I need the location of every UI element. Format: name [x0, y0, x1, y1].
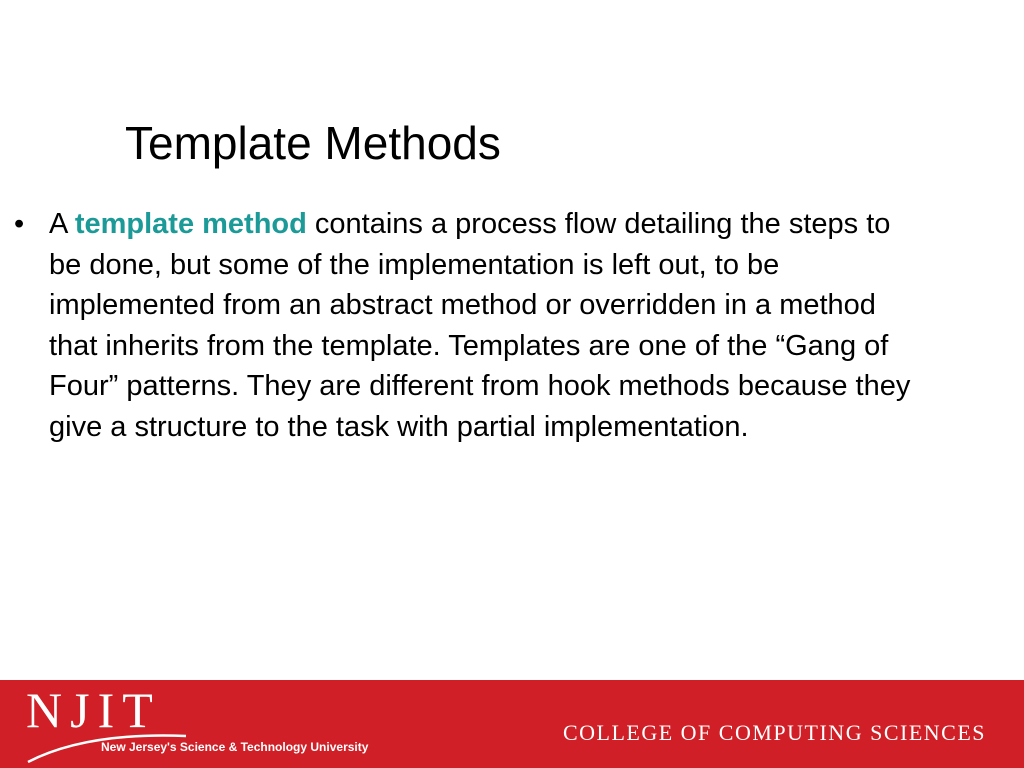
bullet-lead-text: A: [49, 208, 75, 240]
bullet-item: [14, 204, 914, 447]
logo-wordmark: NJIT: [26, 682, 161, 738]
bullet-list: [14, 204, 914, 447]
bullet-marker: •: [14, 208, 25, 240]
bullet-body-text: contains a process flow detailing the steps to be done, but some of the implementation is left out, to be implemented from an abstract method or overridden in a method that inherits from the template. Templates are one of the “Gang of Four” patterns. They are different from hook methods because they give a structure to the task with partial implementation.: [49, 208, 911, 443]
college-name: COLLEGE OF COMPUTING SCIENCES: [562, 720, 986, 745]
njit-logo: [26, 682, 386, 766]
logo-swoosh-icon: [26, 702, 226, 766]
slide-title: Template Methods: [125, 117, 501, 169]
highlighted-term: template method: [74, 208, 307, 240]
logo-tagline: New Jersey's Science & Technology University: [101, 740, 369, 754]
footer-banner: [0, 680, 1024, 768]
